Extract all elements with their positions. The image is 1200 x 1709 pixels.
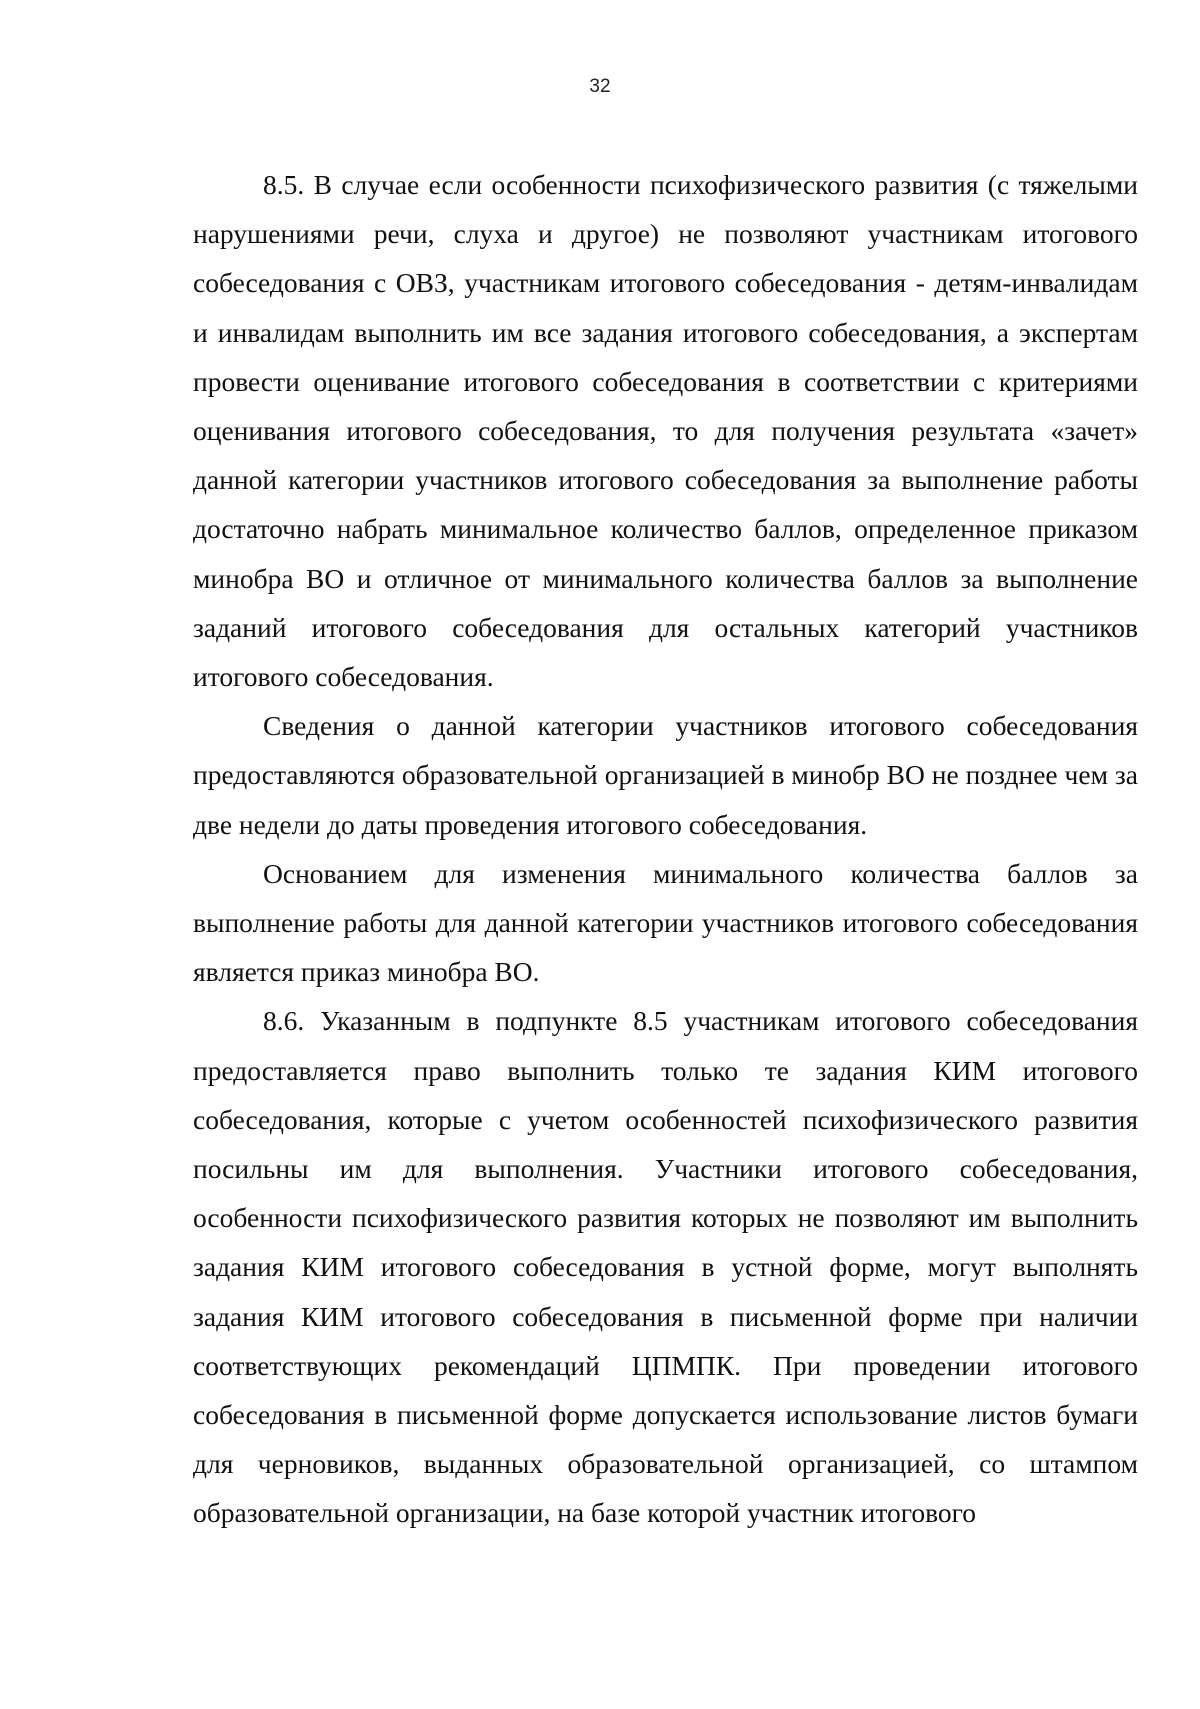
document-body bbox=[193, 160, 1138, 1538]
paragraph-basis-for-change: Основанием для изменения минимального количества баллов за выполнение работы для данной категории участников итогового собеседования является приказ минобра ВО. bbox=[193, 857, 1138, 988]
page-number: 32 bbox=[589, 76, 611, 97]
paragraph-8-5: 8.5. В случае если особенности психофизического развития (с тяжелыми нарушениями речи, слуха и другое) не позволяют участникам итогового собеседования с ОВЗ, участникам итогового собеседования - детям-инвалидам и инвалидам выполнить им все задания итогового собеседования, а экспертам провести оценивание итогового собеседования в соответствии с критериями оценивания итогового собеседования, то для получения результата «зачет» данной категории участников итогового собеседования за выполнение работы достаточно набрать минимальное количество баллов, определенное приказом минобра ВО и отличное от минимального количества баллов за выполнение заданий итогового собеседования для остальных категорий участников итогового собеседования. bbox=[193, 169, 1138, 693]
paragraph-8-6: 8.6. Указанным в подпункте 8.5 участникам итогового собеседования предоставляется право выполнить только те задания КИМ итогового собеседования, которые с учетом особенностей психофизического развития посильны им для выполнения. Участники итогового собеседования, особенности психофизического развития которых не позволяют им выполнить задания КИМ итогового собеседования в устной форме, могут выполнять задания КИМ итогового собеседования в письменной форме при наличии соответствующих рекомендаций ЦПМПК. При проведении итогового собеседования в письменной форме допускается использование листов бумаги для черновиков, выданных образовательной организацией, со штампом образовательной организации, на базе которой участник итогового bbox=[193, 1005, 1138, 1529]
paragraph-information-deadline: Сведения о данной категории участников итогового собеседования предоставляются образовательной организацией в минобр ВО не позднее чем за две недели до даты проведения итогового собеседования. bbox=[193, 710, 1138, 840]
